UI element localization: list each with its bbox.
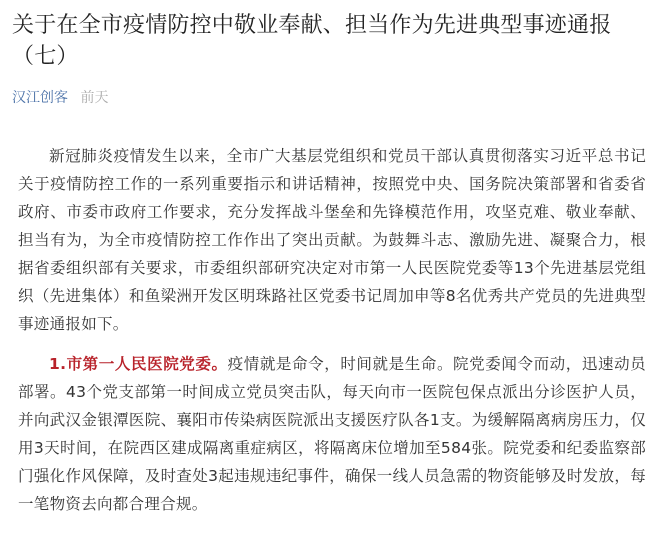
- publish-time: 前天: [80, 90, 109, 106]
- paragraph-item-1: [18, 350, 646, 518]
- paragraph-intro: 新冠肺炎疫情发生以来，全市广大基层党组织和党员干部认真贯彻落实习近平总书记关于疫情防控工作的一系列重要指示和讲话精神，按照党中央、国务院决策部署和省委省政府、市委市政府工作要求，充分发挥战斗堡垒和先锋模范作用，攻坚克难、敬业奉献、担当有为，为全市疫情防控工作作出了突出贡献。为鼓舞斗志、激励先进、凝聚合力，根据省委组织部有关要求，市委组织部研究决定对市第一人民医院党委等13个先进基层党组织（先进集体）和鱼梁洲开发区明珠路社区党委书记周加申等8名优秀共产党员的先进典型事迹通报如下。: [18, 147, 646, 333]
- item-heading: 1.市第一人民医院党委。: [49, 355, 228, 373]
- item-body: 疫情就是命令，时间就是生命。院党委闻令而动，迅速动员部署。43个党支部第一时间成立党员突击队，每天向市一医院包保点派出分诊医护人员，并向武汉金银潭医院、襄阳市传染病医院派出支援医疗队各1支。为缓解隔离病房压力，仅用3天时间，在院西区建成隔离重症病区，将隔离床位增加至584张。院党委和纪委监察部门强化作风保障，及时查处3起违规违纪事件，确保一线人员急需的物资能够及时发放，每一笔物资去向都合理合规。: [18, 355, 646, 513]
- article-meta: [12, 88, 108, 108]
- source-link[interactable]: 汉江创客: [12, 90, 68, 106]
- article-title: 关于在全市疫情防控中敬业奉献、担当作为先进典型事迹通报（七）: [12, 13, 612, 69]
